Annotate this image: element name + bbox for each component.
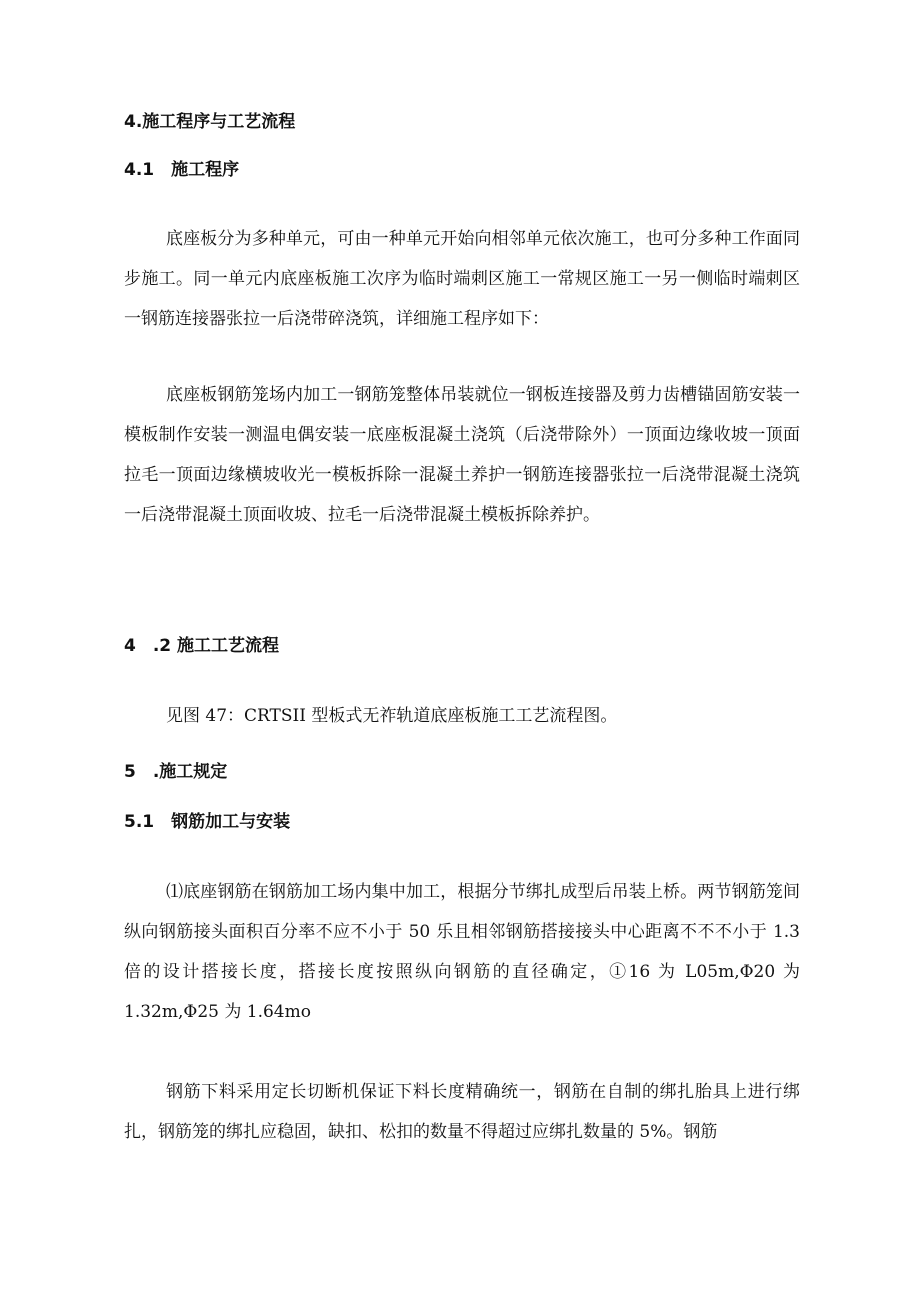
heading-section-4-2: 4 .2 施工工艺流程 xyxy=(124,636,280,656)
paragraph-figure-reference: 见图 47：CRTSII 型板式无祚轨道底座板施工工艺流程图。 xyxy=(166,706,618,726)
heading-section-4-1: 4.1 施工程序 xyxy=(124,160,240,180)
heading-section-4: 4.施工程序与工艺流程 xyxy=(124,112,296,132)
heading-section-5-1: 5.1 钢筋加工与安装 xyxy=(124,812,291,832)
paragraph-rebar-cutting: 钢筋下料采用定长切断机保证下料长度精确统一，钢筋在自制的绑扎胎具上进行绑扎，钢筋笼的绑扎应稳固，缺扣、松扣的数量不得超过应绑扎数量的 5%。钢筋 xyxy=(124,1082,800,1142)
paragraph-construction-sequence: 底座板分为多种单元，可由一种单元开始向相邻单元依次施工，也可分多种工作面同步施工。同一单元内底座板施工次序为临时端刺区施工一常规区施工一另一侧临时端刺区一钢筋连接器张拉一后浇带碎浇筑，详细施工程序如下： xyxy=(124,229,800,329)
paragraph-procedure-steps: 底座板钢筋笼场内加工一钢筋笼整体吊装就位一钢板连接器及剪力齿槽锚固筋安装一模板制作安装一测温电偶安装一底座板混凝土浇筑（后浇带除外）一顶面边缘收坡一顶面拉毛一顶面边缘横坡收光一模板拆除一混凝土养护一钢筋连接器张拉一后浇带混凝土浇筑一后浇带混凝土顶面收坡、拉毛一后浇带混凝土模板拆除养护。 xyxy=(124,385,800,525)
paragraph-rebar-processing: ⑴底座钢筋在钢筋加工场内集中加工，根据分节绑扎成型后吊装上桥。两节钢筋笼间纵向钢筋接头面积百分率不应不小于 50 乐且相邻钢筋搭接接头中心距离不不不小于 1.3 倍的设计搭接长度，搭接长度按照纵向钢筋的直径确定，①16 为 L05m,Φ20 为 1.32m,Φ25 为 1.64mo xyxy=(124,882,800,1022)
heading-section-5: 5 .施工规定 xyxy=(124,762,228,782)
